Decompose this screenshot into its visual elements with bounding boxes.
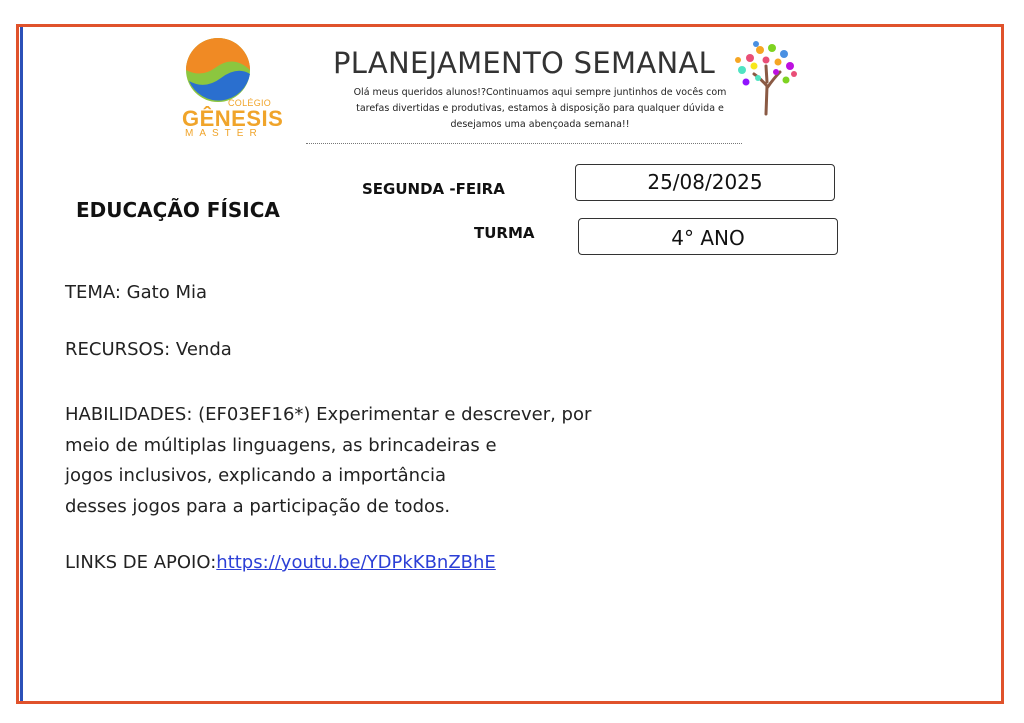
theme-text: TEMA: Gato Mia <box>65 282 208 303</box>
class-label: TURMA <box>474 224 535 242</box>
date-box: 25/08/2025 <box>575 164 835 201</box>
welcome-message-line: tarefas divertidas e produtivas, estamos à disposição para qualquer dúvida e <box>356 103 724 114</box>
logo-text-master: MASTER <box>185 128 263 139</box>
skills-line: meio de múltiplas linguagens, as brincadeiras e <box>65 434 497 456</box>
subject-heading: EDUCAÇÃO FÍSICA <box>76 198 280 222</box>
page-title: PLANEJAMENTO SEMANAL <box>332 46 716 80</box>
skills-line: jogos inclusivos, explicando a importância <box>65 465 447 486</box>
support-links <box>65 552 496 573</box>
skills-line: desses jogos para a participação de todos. <box>65 495 451 517</box>
weekday-label: SEGUNDA -FEIRA <box>362 180 505 198</box>
page-frame-accent <box>20 27 23 701</box>
support-video-link[interactable]: https://youtu.be/YDPkKBnZBhE <box>216 552 496 573</box>
support-links-label: LINKS DE APOIO: <box>65 552 217 573</box>
skills-line: HABILIDADES: (EF03EF16*) Experimentar e descrever, por <box>65 404 592 425</box>
welcome-message <box>350 85 730 133</box>
resources-text: RECURSOS: Venda <box>65 339 232 360</box>
welcome-message-line: Olá meus queridos alunos!?Continuamos aqui sempre juntinhos de vocês com <box>353 87 727 98</box>
skills-text <box>65 400 591 522</box>
class-box: 4° ANO <box>578 218 838 255</box>
logo-text-colegio: COLÉGIO <box>228 98 272 108</box>
tree-illustration <box>730 38 800 116</box>
logo-text-genesis: GÊNESIS <box>182 106 284 131</box>
welcome-message-line: desejamos uma abençoada semana!! <box>450 119 630 130</box>
header-divider <box>306 143 742 144</box>
